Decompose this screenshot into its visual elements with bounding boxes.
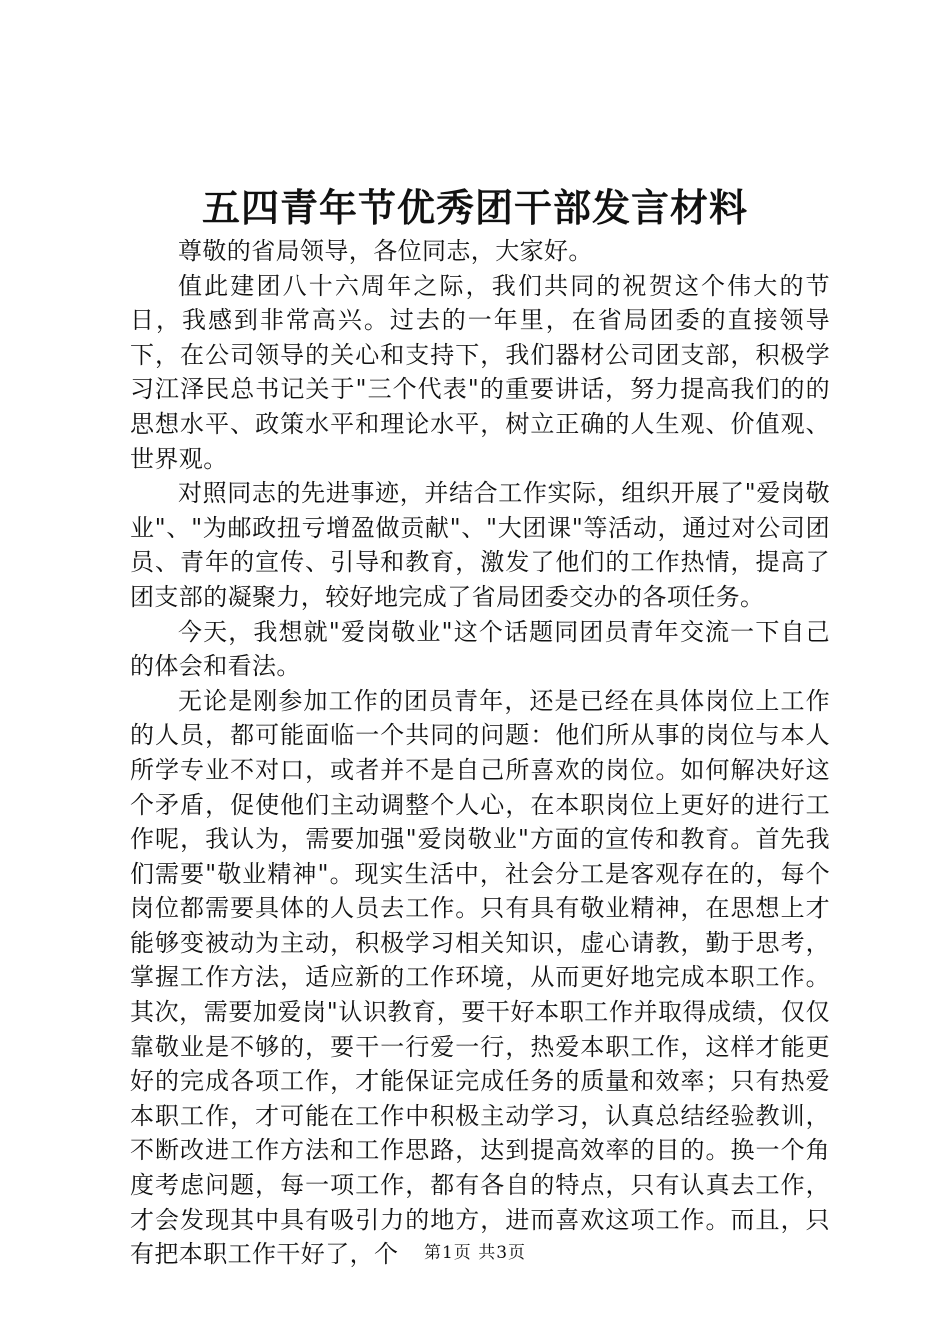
paragraph-topic: 今天，我想就"爱岗敬业"这个话题同团员青年交流一下自己的体会和看法。 xyxy=(130,617,830,681)
paragraph-anniversary: 值此建团八十六周年之际，我们共同的祝贺这个伟大的节日，我感到非常高兴。过去的一年里，在省局团委的直接领导下，在公司领导的关心和支持下，我们器材公司团支部，积极学习江泽民总书记关于"三个代表"的重要讲话，努力提高我们的的思想水平、政策水平和理论水平，树立正确的人生观、价值观、世界观。 xyxy=(130,271,830,473)
document-body xyxy=(130,234,830,1272)
document-title: 五四青年节优秀团干部发言材料 xyxy=(201,185,748,230)
paragraph-dedication: 无论是刚参加工作的团员青年，还是已经在具体岗位上工作的人员，都可能面临一个共同的问题：他们所从事的岗位与本人所学专业不对口，或者并不是自己所喜欢的岗位。如何解决好这个矛盾，促使他们主动调整个人心，在本职岗位上更好的进行工作呢，我认为，需要加强"爱岗敬业"方面的宣传和教育。首先我们需要"敬业精神"。现实生活中，社会分工是客观存在的，每个岗位都需要具体的人员去工作。只有具有敬业精神，在思想上才能够变被动为主动，积极学习相关知识，虚心请教，勤于思考，掌握工作方法，适应新的工作环境，从而更好地完成本职工作。其次，需要加爱岗"认识教育，要干好本职工作并取得成绩，仅仅靠敬业是不够的，要干一行爱一行，热爱本职工作，这样才能更好的完成各项工作，才能保证完成任务的质量和效率；只有热爱本职工作，才可能在工作中积极主动学习，认真总结经验教训，不断改进工作方法和工作思路，达到提高效率的目的。换一个角度考虑问题，每一项工作，都有各自的特点，只有认真去工作，才会发现其中具有吸引力的地方，进而喜欢这项工作。而且，只有把本职工作干好了，个 xyxy=(130,686,830,1269)
page-footer: 第1页 共3页 xyxy=(423,1243,527,1263)
paragraph-greeting: 尊敬的省局领导，各位同志，大家好。 xyxy=(178,237,593,265)
paragraph-activities: 对照同志的先进事迹，并结合工作实际，组织开展了"爱岗敬业"、"为邮政扭亏增盈做贡献"、"大团课"等活动，通过对公司团员、青年的宣传、引导和教育，激发了他们的工作热情，提高了团支部的凝聚力，较好地完成了省局团委交办的各项任务。 xyxy=(130,479,830,611)
